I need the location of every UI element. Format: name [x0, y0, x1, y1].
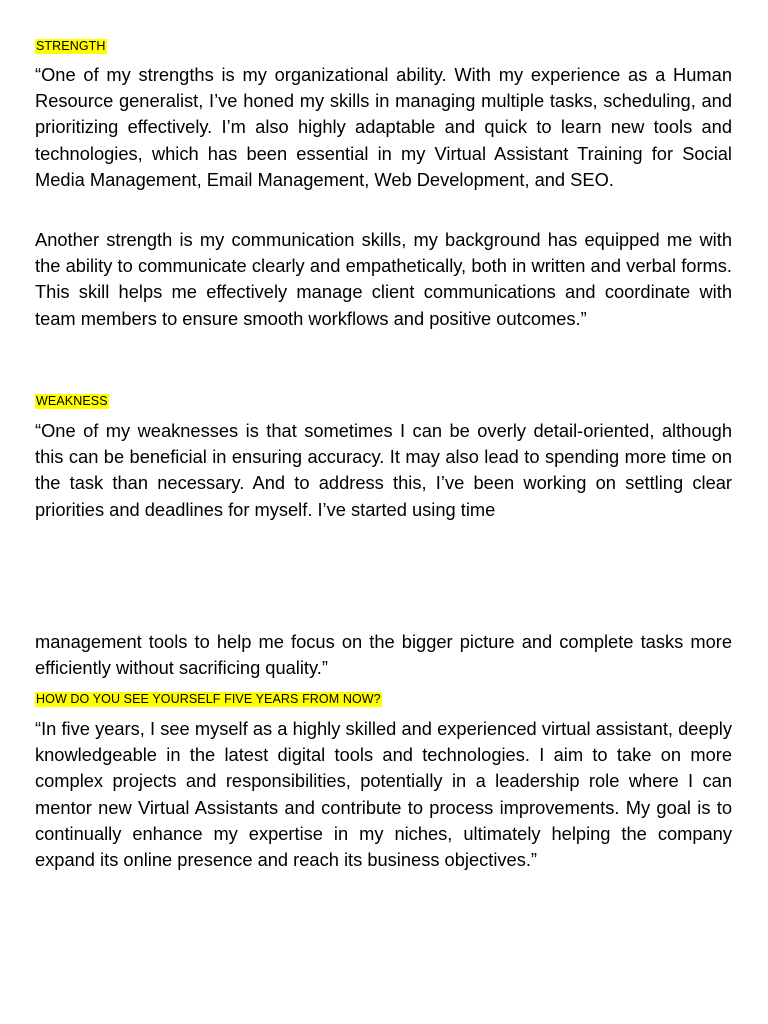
- strength-paragraph-2: Another strength is my communication skills, my background has equipped me with the ability to communicate clearly and empathetically, both in written and verbal forms. This skill helps me effectively manage client communications and coordinate with team members to ensure smooth workflows and positive outcomes.”: [35, 229, 732, 329]
- weakness-heading-container: [35, 392, 732, 410]
- strength-heading-container: [35, 37, 732, 55]
- weakness-paragraph-2: management tools to help me focus on the bigger picture and complete tasks more efficiently without sacrificing quality.”: [35, 631, 732, 679]
- five-years-paragraph: “In five years, I see myself as a highly skilled and experienced virtual assistant, deeply knowledgeable in the latest digital tools and technologies. I aim to take on more complex projects and responsibilities, potentially in a leadership role where I can mentor new Virtual Assistants and contribute to process improvements. My goal is to continually enhance my expertise in my niches, ultimately helping the company expand its online presence and reach its business objectives.”: [35, 718, 732, 871]
- weakness-heading: WEAKNESS: [36, 394, 108, 408]
- weakness-paragraph-1: “One of my weaknesses is that sometimes I can be overly detail-oriented, although this can be beneficial in ensuring accuracy. It may also lead to spending more time on the task than necessary. And to address this, I’ve been working on settling clear priorities and deadlines for myself. I’ve started using time: [35, 420, 732, 520]
- strength-paragraph-1: “One of my strengths is my organizational ability. With my experience as a Human Resource generalist, I’ve honed my skills in managing multiple tasks, scheduling, and prioritizing effectively. I’m also highly adaptable and quick to learn new tools and technologies, which has been essential in my Virtual Assistant Training for Social Media Management, Email Management, Web Development, and SEO.: [35, 64, 732, 190]
- strength-heading: STRENGTH: [36, 39, 106, 53]
- five-years-heading: HOW DO YOU SEE YOURSELF FIVE YEARS FROM NOW?: [36, 692, 381, 706]
- five-years-heading-container: [35, 690, 732, 708]
